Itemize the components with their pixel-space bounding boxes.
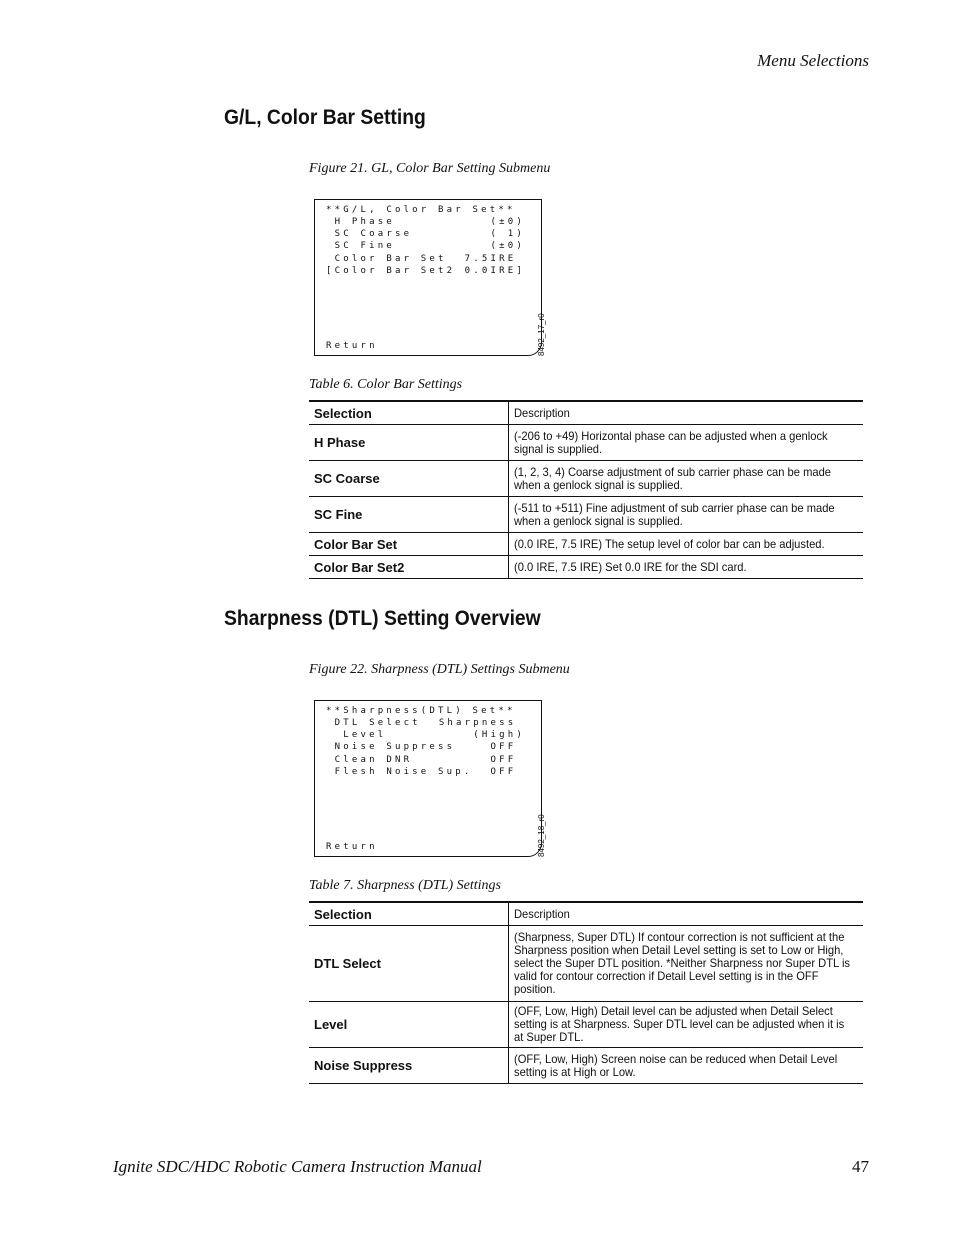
sharpness-settings-table bbox=[309, 901, 863, 1084]
row-description: (1, 2, 3, 4) Coarse adjustment of sub carrier phase can be made when a genlock signal is supplied. bbox=[509, 461, 864, 497]
row-selection: SC Fine bbox=[309, 497, 509, 533]
row-description: (-206 to +49) Horizontal phase can be adjusted when a genlock signal is supplied. bbox=[509, 425, 864, 461]
row-selection: Color Bar Set2 bbox=[309, 556, 509, 579]
table-row bbox=[309, 533, 863, 556]
table-row bbox=[309, 1002, 863, 1048]
page-number: 47 bbox=[852, 1157, 869, 1176]
row-selection: H Phase bbox=[309, 425, 509, 461]
row-description: (OFF, Low, High) Screen noise can be reduced when Detail Level setting is at High or Low. bbox=[509, 1048, 864, 1084]
footer-manual-title: Ignite SDC/HDC Robotic Camera Instruction Manual bbox=[113, 1157, 482, 1176]
screen-row-value: (±0) bbox=[490, 217, 525, 227]
screen-row-label: Flesh Noise Sup. bbox=[326, 767, 473, 777]
figure-caption-22: Figure 22. Sharpness (DTL) Settings Submenu bbox=[309, 662, 570, 677]
screen-row-label: Clean DNR bbox=[326, 755, 413, 765]
screen-row-label: DTL Select bbox=[326, 718, 421, 728]
table-caption-6: Table 6. Color Bar Settings bbox=[309, 377, 463, 392]
row-description: (Sharpness, Super DTL) If contour correction is not sufficient at the Sharpness position when Detail Level setting is set to Low or High, select the Super DTL position. *Neither Sharpness nor Super DTL is valid for contour correction if Detail Level setting is in the OFF position. bbox=[509, 926, 864, 1002]
header-description: Description bbox=[509, 401, 864, 425]
row-selection: Level bbox=[309, 1002, 509, 1048]
screen-row-label: SC Coarse bbox=[326, 229, 413, 239]
menu-screen-sharpness bbox=[314, 700, 542, 857]
screen-row-value: Sharpness bbox=[438, 718, 525, 728]
screen-row-value: 7.5IRE bbox=[464, 254, 525, 264]
screen-row-label: [Color Bar Set2 bbox=[326, 266, 456, 276]
screen-row-value: (±0) bbox=[490, 241, 525, 251]
screen-row-value: OFF bbox=[490, 767, 525, 777]
screen-row-label: Noise Suppress bbox=[326, 742, 456, 752]
figure-code: 8492_18_r0 bbox=[537, 814, 546, 857]
screen-row-value: OFF bbox=[490, 755, 525, 765]
row-selection: Color Bar Set bbox=[309, 533, 509, 556]
screen-row-label: Level bbox=[326, 730, 387, 740]
screen-row-value: 0.0IRE] bbox=[464, 266, 525, 276]
screen-row-value: (High) bbox=[473, 730, 525, 740]
section-title-color-bar: G/L, Color Bar Setting bbox=[224, 106, 426, 129]
row-selection: Noise Suppress bbox=[309, 1048, 509, 1084]
table-row bbox=[309, 926, 863, 1002]
table-header-row bbox=[309, 401, 863, 425]
screen-row-label: Color Bar Set bbox=[326, 254, 447, 264]
screen-title: **G/L, Color Bar Set** bbox=[326, 205, 516, 215]
table-row bbox=[309, 556, 863, 579]
table-header-row bbox=[309, 902, 863, 926]
row-selection: DTL Select bbox=[309, 926, 509, 1002]
color-bar-settings-table bbox=[309, 400, 863, 579]
running-head: Menu Selections bbox=[757, 51, 869, 70]
row-description: (-511 to +511) Fine adjustment of sub carrier phase can be made when a genlock signal is supplied. bbox=[509, 497, 864, 533]
table-caption-7: Table 7. Sharpness (DTL) Settings bbox=[309, 878, 502, 893]
menu-screen-color-bar bbox=[314, 199, 542, 356]
row-description: (OFF, Low, High) Detail level can be adjusted when Detail Select setting is at Sharpness. Super DTL level can be adjusted when it is at Super DTL. bbox=[509, 1002, 864, 1048]
figure-caption-21: Figure 21. GL, Color Bar Setting Submenu bbox=[309, 161, 551, 176]
header-selection: Selection bbox=[309, 902, 509, 926]
screen-row-value: ( 1) bbox=[490, 229, 525, 239]
table-row bbox=[309, 497, 863, 533]
header-selection: Selection bbox=[309, 401, 509, 425]
screen-return: Return bbox=[326, 842, 378, 852]
row-selection: SC Coarse bbox=[309, 461, 509, 497]
row-description: (0.0 IRE, 7.5 IRE) The setup level of color bar can be adjusted. bbox=[509, 533, 864, 556]
table-row bbox=[309, 425, 863, 461]
screen-row-value: OFF bbox=[490, 742, 525, 752]
row-description: (0.0 IRE, 7.5 IRE) Set 0.0 IRE for the SDI card. bbox=[509, 556, 864, 579]
screen-row-label: SC Fine bbox=[326, 241, 395, 251]
screen-title: **Sharpness(DTL) Set** bbox=[326, 706, 516, 716]
section-title-sharpness: Sharpness (DTL) Setting Overview bbox=[224, 607, 541, 630]
table-row bbox=[309, 461, 863, 497]
figure-code: 8492_17_r0 bbox=[537, 313, 546, 356]
screen-row-label: H Phase bbox=[326, 217, 395, 227]
screen-return: Return bbox=[326, 341, 378, 351]
table-row bbox=[309, 1048, 863, 1084]
header-description: Description bbox=[509, 902, 864, 926]
